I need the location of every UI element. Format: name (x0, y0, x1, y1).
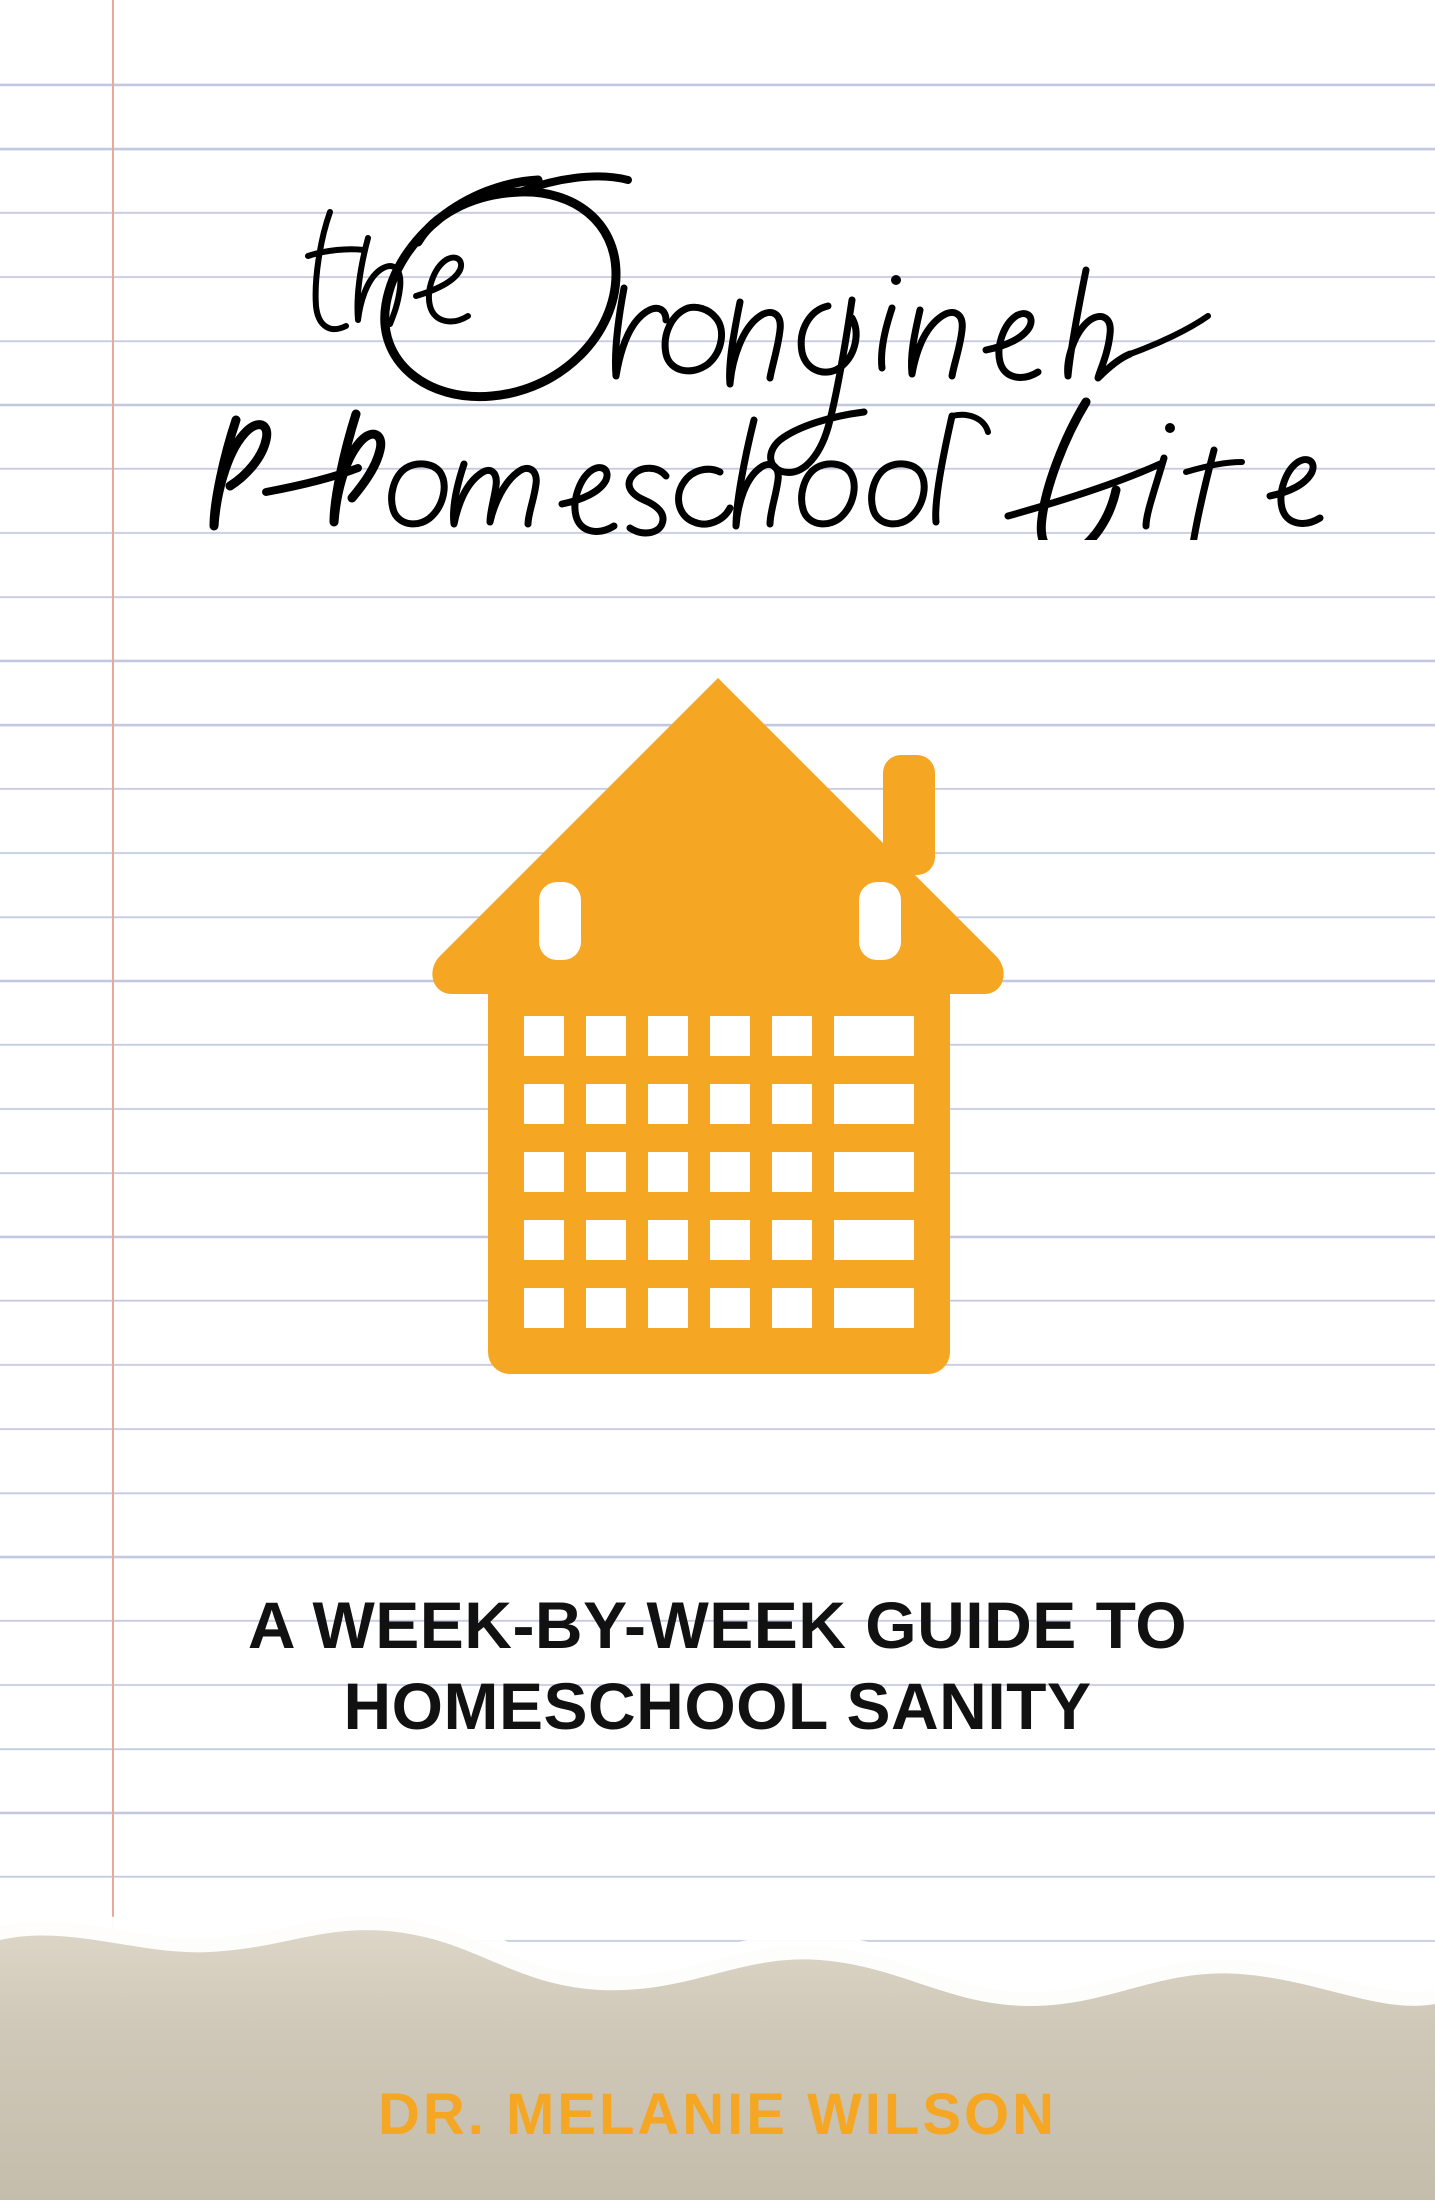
house-calendar-artwork (418, 660, 1018, 1450)
subtitle-line-2: HOMESCHOOL SANITY (343, 1668, 1092, 1743)
subtitle (0, 1585, 1435, 1746)
author-name: DR. MELANIE WILSON (377, 2082, 1058, 2147)
torn-paper-strip (0, 1880, 1435, 2200)
subtitle-line-1: A WEEK-BY-WEEK GUIDE TO (247, 1588, 1188, 1662)
torn-paper-artwork (0, 1880, 1435, 2200)
house-calendar-icon (0, 660, 1435, 1450)
